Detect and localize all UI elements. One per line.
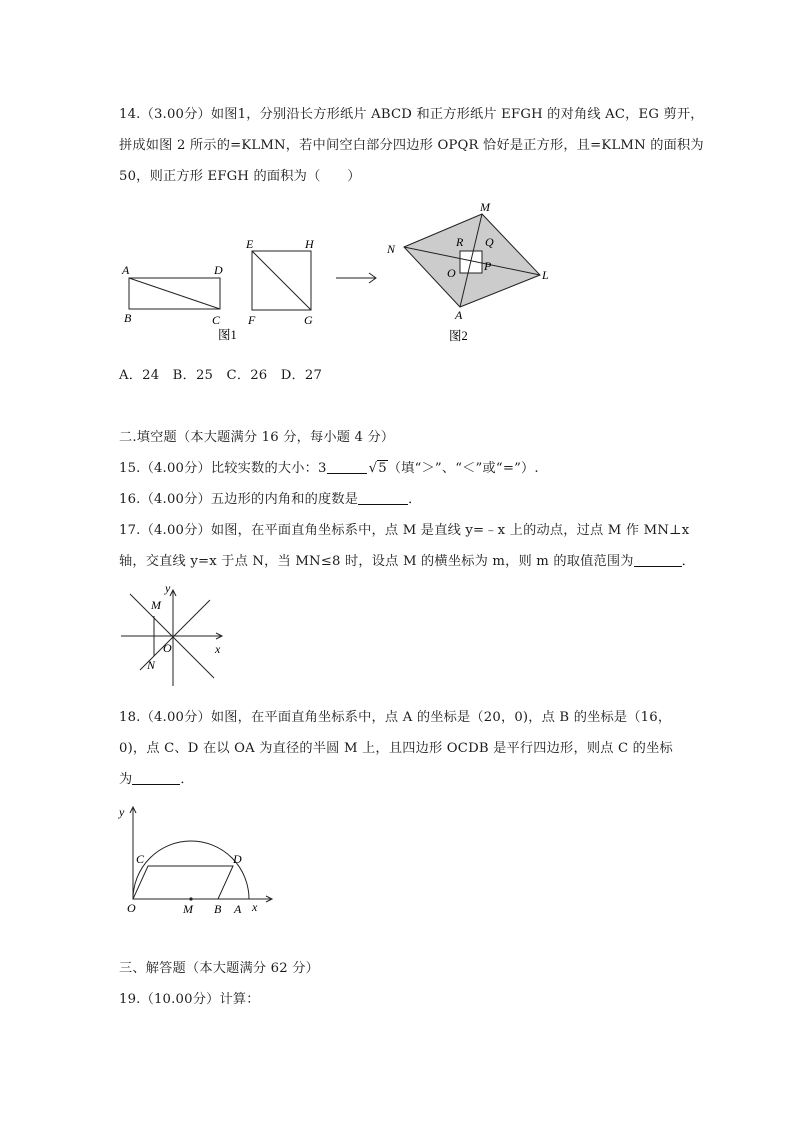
q16-suffix: ． [408,492,422,507]
arrow-icon [335,271,380,285]
q15-prefix: 15.（4.00分）比较实数的大小：3 [119,461,327,476]
q14-options: A．24 B．25 C．26 D．27 [119,368,323,383]
label-o: O [163,641,172,655]
label-o: O [447,266,456,280]
q15-answer-blank [327,460,367,474]
label-a2: A [455,308,463,322]
label-m: M [183,902,193,916]
q17-line-2 [119,550,695,569]
label-y: y [165,581,171,595]
q16-line [119,488,422,507]
label-a: A [122,263,130,277]
label-q: Q [485,235,494,249]
label-r: R [456,235,464,249]
q18-figure [115,795,290,925]
q14-figure-1 [118,235,328,350]
label-x: x [252,900,258,914]
q14-line-1: 14.（3.00分）如图1，分别沿长方形纸片 ABCD 和正方形纸片 EFGH 的对角线 AC，EG 剪开， [119,107,704,122]
figure-2-caption: 图2 [449,329,468,343]
diagonal-eg [252,251,311,310]
label-d: D [214,263,223,277]
q17-line-2-text: 轴，交直线 y=x 于点 N，当 MN≤8 时，设点 M 的横坐标为 m，则 m 的取值范围为 [119,554,634,569]
label-c: C [136,852,145,866]
diagonal-ac [129,278,220,309]
center-point-m [189,897,192,900]
parallelogram-ocdb [133,866,233,899]
label-l: L [542,268,549,282]
q16-prefix: 16.（4.00分）五边形的内角和的度数是 [119,492,359,507]
q17-line-2-suffix: ． [681,554,696,569]
sqrt-radicand: 5 [378,461,387,476]
q17-answer-blank [634,553,682,567]
label-x: x [215,642,221,656]
q15-suffix: （填“＞”、“＜”或“=”）. [387,461,539,476]
label-d: D [233,852,242,866]
q18-answer-blank [132,771,180,785]
label-b: B [124,311,132,325]
q17-figure [118,580,233,690]
section-2-heading: 二.填空题（本大题满分 16 分，每小题 4 分） [119,430,395,445]
q16-answer-blank [358,491,408,505]
label-c: C [212,313,221,327]
label-h: H [305,237,314,251]
figure-1-caption: 图1 [218,328,237,342]
label-m: M [151,598,161,612]
label-a: A [234,902,242,916]
q18-line-1: 18.（4.00分）如图，在平面直角坐标系中，点 A 的坐标是（20，0)，点 B 的坐标是（16， [119,710,672,725]
q19-text: 19.（10.00分）计算： [119,992,260,1007]
label-g: G [304,313,313,327]
q18-line-3 [119,768,194,787]
q14-figure-2 [380,195,560,350]
sqrt-expression: √5 [368,461,387,476]
label-b: B [214,902,222,916]
label-n: N [147,658,156,672]
label-n: N [387,242,396,256]
q18-line-3-text: 为 [119,772,133,787]
label-y: y [119,805,125,819]
label-m: M [480,200,490,214]
section-3-heading: 三、解答题（本大题满分 62 分） [119,961,320,976]
label-o: O [127,901,136,915]
q18-line-2: 0)，点 C、D 在以 OA 为直径的半圆 M 上，且四边形 OCDB 是平行四边形，则点 C 的坐标 [119,741,673,756]
q14-line-2: 拼成如图 2 所示的=KLMN，若中间空白部分四边形 OPQR 恰好是正方形，且=KLMN 的面积为 [119,138,704,153]
label-p: P [484,259,492,273]
q15-line [119,457,539,476]
q18-line-3-suffix: ． [180,772,194,787]
q17-line-1: 17.（4.00分）如图，在平面直角坐标系中，点 M 是直线 y=﹣x 上的动点，过点 M 作 MN⊥x [119,523,690,538]
label-e: E [246,237,254,251]
q14-line-3: 50，则正方形 EFGH 的面积为（ ） [119,169,361,184]
label-f: F [248,313,256,327]
